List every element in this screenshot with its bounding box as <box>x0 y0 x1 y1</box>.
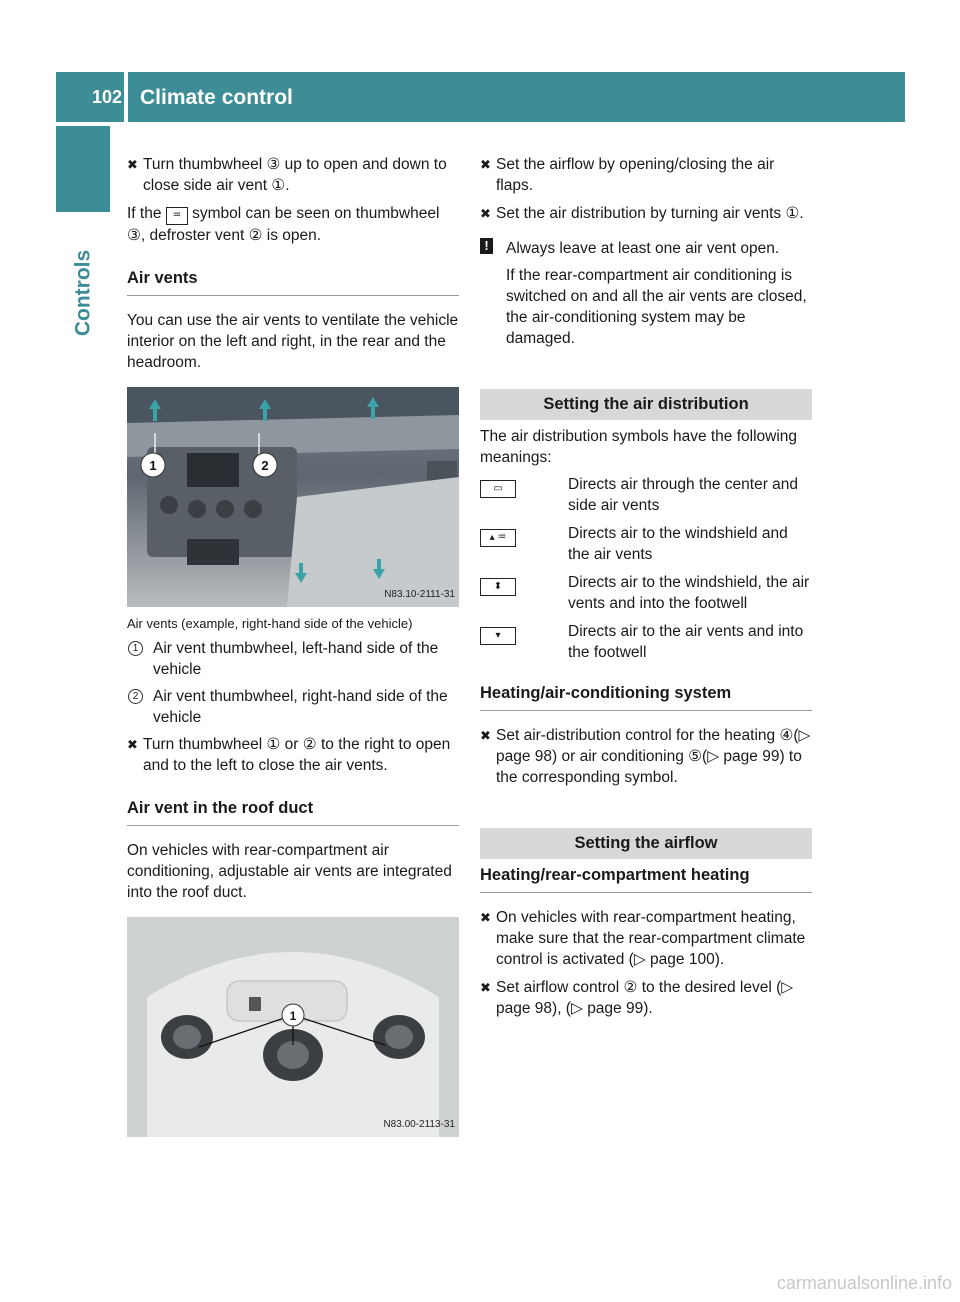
step-arrow-icon: ✖ <box>480 206 491 221</box>
warning-icon: ! <box>480 238 493 254</box>
distribution-text: Directs air to the air vents and into the footwell <box>568 623 804 661</box>
distribution-text: Directs air to the windshield and the air vents <box>568 525 788 563</box>
roof-duct-illustration <box>127 917 459 1137</box>
side-tab-label <box>56 218 110 368</box>
heading-heating-rear: Heating/rear-compartment heating <box>480 865 812 893</box>
svg-text:2: 2 <box>261 458 269 473</box>
legend-number-1: 1 <box>128 641 143 656</box>
page-title: Climate control <box>128 72 905 122</box>
svg-text:1: 1 <box>289 1009 297 1023</box>
page-number-text: 102 <box>91 86 122 107</box>
step-arrow-icon: ✖ <box>127 157 138 172</box>
defroster-symbol-icon: ♒ <box>166 207 188 225</box>
legend-item <box>127 638 459 680</box>
step-text: Set the airflow by opening/closing the air flaps. <box>496 156 775 194</box>
step-text: On vehicles with rear-compartment heating, make sure that the rear-compartment climate control is activated (▷ page 100). <box>496 909 806 968</box>
roof-duct-photo <box>127 917 459 1137</box>
legend-text: Air vent thumbwheel, right-hand side of the vehicle <box>153 688 448 726</box>
step-text: Set airflow control ② to the desired level (▷ page 98), (▷ page 99). <box>496 979 794 1017</box>
note-post: symbol can be seen on thumbwheel ③, defroster vent ② is open. <box>127 205 440 244</box>
footwell-symbol-icon: ▾ <box>480 621 568 663</box>
instruction-step <box>127 734 459 776</box>
right-column <box>480 154 812 1026</box>
legend-text: Air vent thumbwheel, left-hand side of the vehicle <box>153 640 439 678</box>
step-text: Turn thumbwheel ③ up to open and down to close side air vent ①. <box>143 156 447 194</box>
step-text: Set air-distribution control for the heating ④(▷ page 98) or air conditioning ⑤(▷ page 99) to the corresponding symbol. <box>496 727 811 786</box>
left-column <box>127 154 459 1137</box>
image-code: N83.10-2111-31 <box>384 589 455 600</box>
instruction-step <box>480 725 812 788</box>
windshield-vents-symbol-icon: ▴ ♒ <box>480 523 568 565</box>
roof-duct-paragraph: On vehicles with rear-compartment air conditioning, adjustable air vents are integrated into the roof duct. <box>127 842 452 901</box>
image-caption: Air vents (example, right-hand side of the vehicle) <box>127 616 413 631</box>
distribution-row <box>480 474 812 516</box>
legend-number-2: 2 <box>128 689 143 704</box>
heading-heating-ac: Heating/air-conditioning system <box>480 683 812 711</box>
footer-url: carmanualsonline.info <box>776 1273 952 1293</box>
step-arrow-icon: ✖ <box>480 157 491 172</box>
distribution-row <box>480 523 812 565</box>
dashboard-illustration <box>127 387 459 607</box>
step-text: Set the air distribution by turning air vents ①. <box>496 205 804 222</box>
step-arrow-icon: ✖ <box>480 728 491 743</box>
distribution-intro: The air distribution symbols have the following meanings: <box>480 428 798 466</box>
page-number <box>56 72 124 122</box>
instruction-step <box>480 907 812 970</box>
windshield-footwell-symbol-icon: ⬍ <box>480 572 568 614</box>
note-pre: If the <box>127 205 162 222</box>
warning-note <box>480 238 812 349</box>
defroster-note <box>127 203 459 246</box>
distribution-text: Directs air to the windshield, the air vents and into the footwell <box>568 574 810 612</box>
section-setting-airflow: Setting the airflow <box>480 828 812 859</box>
distribution-row <box>480 621 812 663</box>
step-arrow-icon: ✖ <box>127 737 138 752</box>
side-tab-block <box>56 126 110 212</box>
instruction-step <box>127 154 459 196</box>
step-arrow-icon: ✖ <box>480 910 491 925</box>
step-arrow-icon: ✖ <box>480 980 491 995</box>
side-tab-label-text: Controls <box>71 249 95 337</box>
center-vents-symbol-icon: ▭ <box>480 474 568 516</box>
image-code: N83.00-2113-31 <box>383 1119 455 1130</box>
air-vents-paragraph: You can use the air vents to ventilate the vehicle interior on the left and right, in the rear and the headroom. <box>127 312 459 371</box>
distribution-text: Directs air through the center and side air vents <box>568 476 799 514</box>
distribution-row <box>480 572 812 614</box>
instruction-step <box>480 154 812 196</box>
dashboard-photo <box>127 387 459 607</box>
heading-roof-duct: Air vent in the roof duct <box>127 798 459 826</box>
instruction-step <box>480 977 812 1019</box>
legend-item <box>127 686 459 728</box>
instruction-step <box>480 203 812 224</box>
step-text: Turn thumbwheel ① or ② to the right to open and to the left to close the air vents. <box>143 736 451 774</box>
warning-detail: If the rear-compartment air conditioning is switched on and all the air vents are closed, the air-conditioning system may be damaged. <box>506 267 807 347</box>
section-setting-air-distribution: Setting the air distribution <box>480 389 812 420</box>
heading-air-vents: Air vents <box>127 268 459 296</box>
svg-text:1: 1 <box>149 458 157 473</box>
warning-line: Always leave at least one air vent open. <box>506 240 780 257</box>
